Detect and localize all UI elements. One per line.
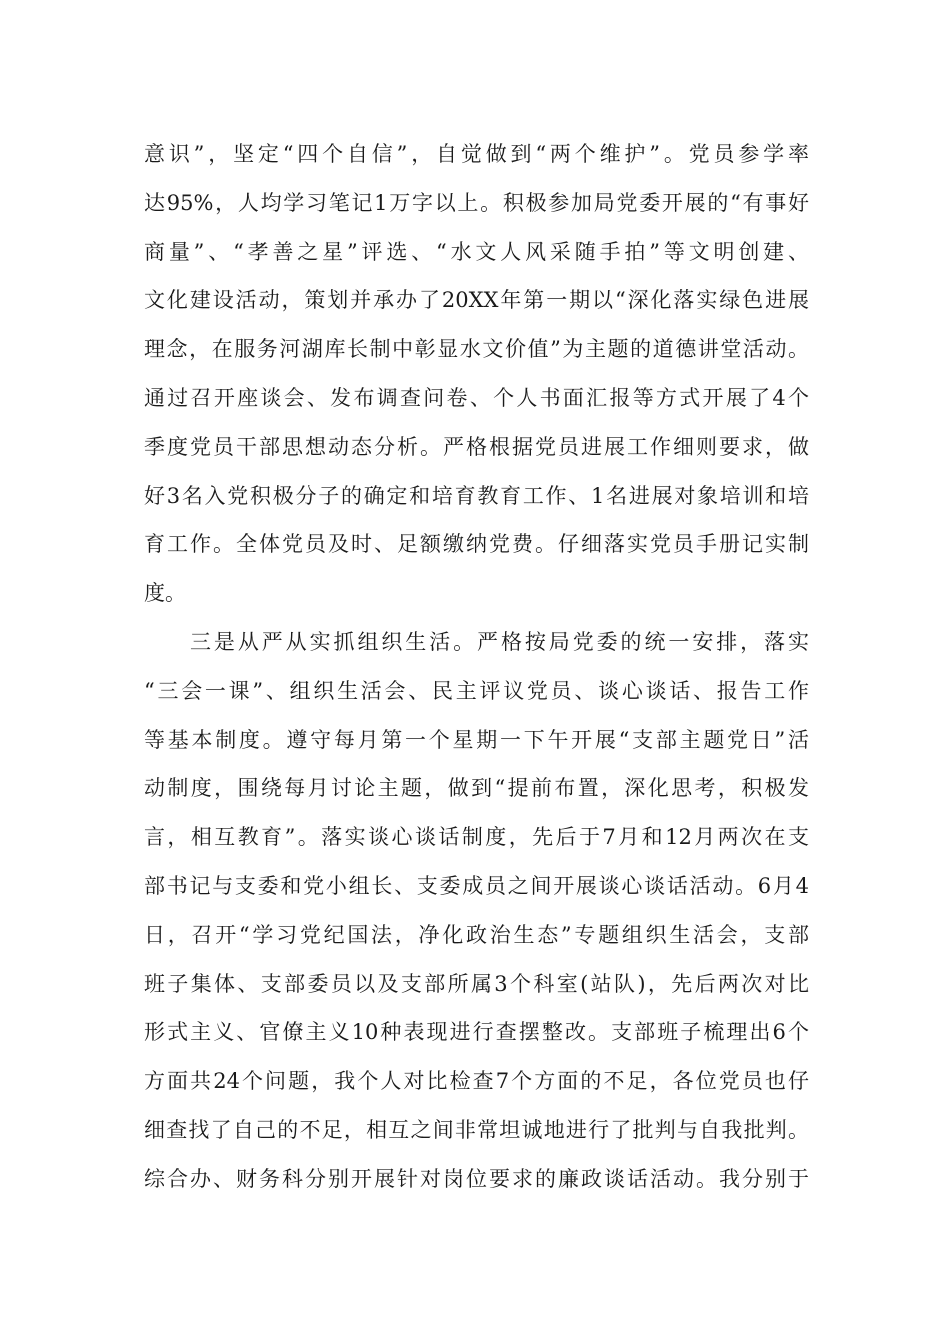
text-line: 育工作。全体党员及时、足额缴纳党费。仔细落实党员手册记实制 [144, 532, 809, 557]
text-line: 三是从严从实抓组织生活。严格按局党委的统一安排，落实 [190, 629, 809, 654]
text-line: 综合办、财务科分别开展针对岗位要求的廉政谈话活动。我分别于 [144, 1166, 809, 1191]
text-line: 文化建设活动，策划并承办了20XX年第一期以“深化落实绿色进展 [144, 288, 809, 313]
paragraph-1 [144, 130, 809, 618]
paragraph-2 [144, 618, 809, 1204]
text-line: 部书记与支委和党小组长、支委成员之间开展谈心谈话活动。6月4 [144, 873, 809, 898]
text-line: 度。 [144, 581, 186, 606]
text-line: 动制度，围绕每月讨论主题，做到“提前布置，深化思考，积极发 [144, 776, 809, 801]
document-body [144, 130, 809, 1204]
text-line: 理念，在服务河湖库长制中彰显水文价值”为主题的道德讲堂活动。 [144, 337, 809, 362]
text-line: 言，相互教育”。落实谈心谈话制度，先后于7月和12月两次在支 [144, 825, 809, 850]
text-line: 达95%，人均学习笔记1万字以上。积极参加局党委开展的“有事好 [144, 190, 809, 215]
text-line: 商量”、“孝善之星”评选、“水文人风采随手拍”等文明创建、 [144, 239, 809, 264]
text-line: 班子集体、支部委员以及支部所属3个科室(站队)，先后两次对比 [144, 971, 809, 996]
text-line: 日，召开“学习党纪国法，净化政治生态”专题组织生活会，支部 [144, 922, 809, 947]
text-line: 等基本制度。遵守每月第一个星期一下午开展“支部主题党日”活 [144, 727, 809, 752]
text-line: 好3名入党积极分子的确定和培育教育工作、1名进展对象培训和培 [144, 483, 809, 508]
text-line: 通过召开座谈会、发布调查问卷、个人书面汇报等方式开展了4个 [144, 385, 809, 410]
text-line: “三会一课”、组织生活会、民主评议党员、谈心谈话、报告工作 [144, 678, 809, 703]
text-line: 季度党员干部思想动态分析。严格根据党员进展工作细则要求，做 [144, 434, 809, 459]
text-line: 意识”，坚定“四个自信”，自觉做到“两个维护”。党员参学率 [144, 142, 809, 166]
text-line: 形式主义、官僚主义10种表现进行查摆整改。支部班子梳理出6个 [144, 1020, 809, 1045]
text-line: 方面共24个问题，我个人对比检查7个方面的不足，各位党员也仔 [144, 1069, 809, 1094]
text-line: 细查找了自己的不足，相互之间非常坦诚地进行了批判与自我批判。 [144, 1117, 809, 1142]
